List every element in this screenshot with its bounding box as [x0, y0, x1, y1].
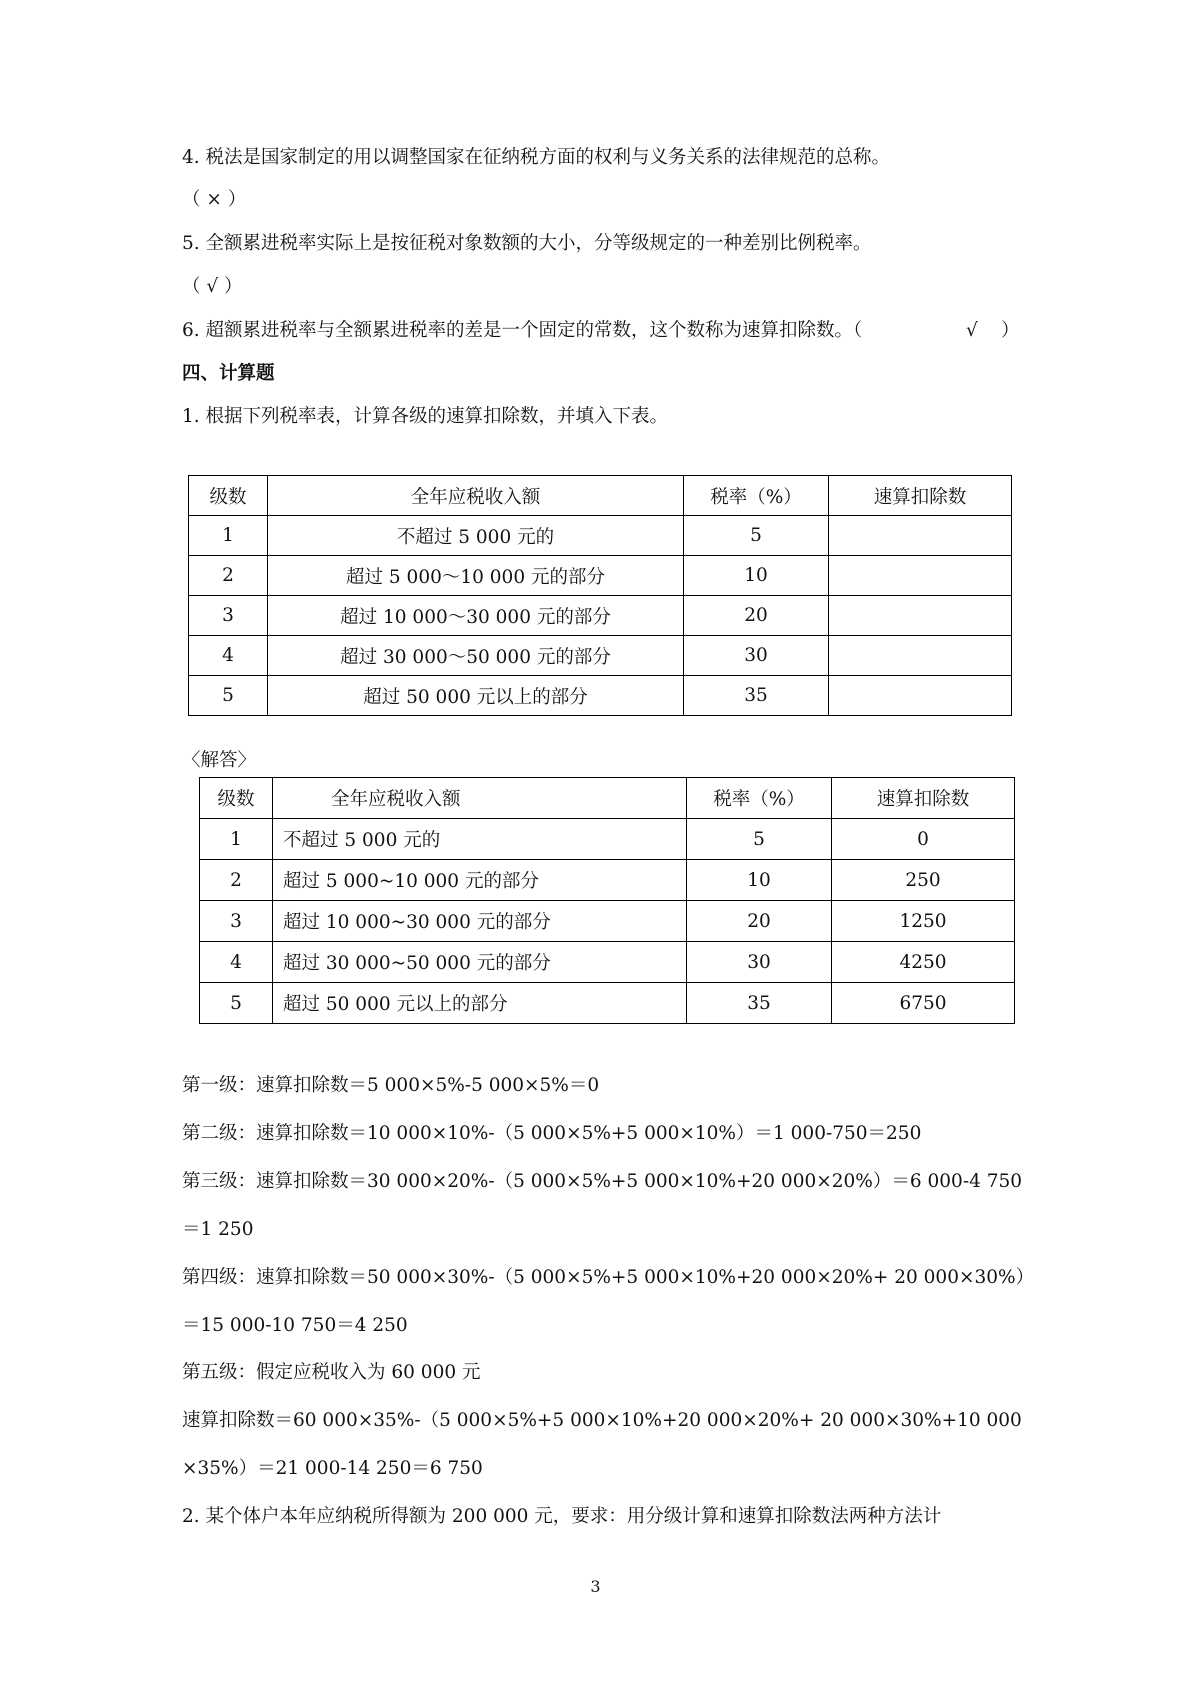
cell-rate: 20 [684, 596, 829, 636]
cell-level: 3 [189, 596, 268, 636]
question-6-mark: √ [966, 320, 978, 341]
solution-level-5-cont: ×35%）＝21 000-14 250＝6 750 [182, 1458, 483, 1479]
cell-level: 5 [200, 983, 273, 1024]
cell-rate: 5 [684, 516, 829, 556]
table-row [200, 819, 1015, 860]
header-income: 全年应税收入额 [268, 476, 684, 516]
cell-deduction [829, 556, 1012, 596]
question-5-text: 5. 全额累进税率实际上是按征税对象数额的大小，分等级规定的一种差别比例税率。 [182, 233, 872, 254]
answer-label: 〈解答〉 [182, 750, 257, 771]
cell-income: 超过 5 000~10 000 元的部分 [273, 860, 687, 901]
cell-rate: 30 [684, 636, 829, 676]
cell-rate: 35 [687, 983, 832, 1024]
cell-income: 超过 30 000～50 000 元的部分 [268, 636, 684, 676]
question-2-text: 2. 某个体户本年应纳税所得额为 200 000 元，要求：用分级计算和速算扣除数法两种方法计 [182, 1506, 942, 1527]
cell-rate: 5 [687, 819, 832, 860]
cell-deduction: 1250 [832, 901, 1015, 942]
table-row [189, 676, 1012, 716]
table-header-row [200, 778, 1015, 819]
table-row [200, 942, 1015, 983]
table-row [189, 596, 1012, 636]
cell-rate: 10 [684, 556, 829, 596]
question-4-answer: （ × ） [182, 189, 247, 210]
cell-level: 5 [189, 676, 268, 716]
solution-level-3-cont: ＝1 250 [182, 1219, 254, 1240]
solution-level-2: 第二级：速算扣除数＝10 000×10%-（5 000×5%+5 000×10%）＝1 000-750＝250 [182, 1123, 922, 1144]
header-deduction: 速算扣除数 [832, 778, 1015, 819]
cell-deduction: 250 [832, 860, 1015, 901]
table-row [189, 556, 1012, 596]
cell-level: 4 [189, 636, 268, 676]
solution-level-5: 第五级：假定应税收入为 60 000 元 [182, 1362, 481, 1383]
question-6-text: 6. 超额累进税率与全额累进税率的差是一个固定的常数，这个数称为速算扣除数。（ [182, 320, 863, 341]
cell-deduction: 0 [832, 819, 1015, 860]
cell-deduction [829, 596, 1012, 636]
cell-income: 不超过 5 000 元的 [268, 516, 684, 556]
table-row [200, 983, 1015, 1024]
cell-income: 超过 30 000~50 000 元的部分 [273, 942, 687, 983]
question-1-text: 1. 根据下列税率表，计算各级的速算扣除数，并填入下表。 [182, 406, 669, 427]
solution-level-5-formula: 速算扣除数＝60 000×35%-（5 000×5%+5 000×10%+20 000×20%+ 20 000×30%+10 000 [182, 1410, 1022, 1431]
page-number: 3 [590, 1577, 601, 1596]
cell-level: 2 [200, 860, 273, 901]
cell-rate: 35 [684, 676, 829, 716]
cell-income: 超过 50 000 元以上的部分 [273, 983, 687, 1024]
cell-level: 2 [189, 556, 268, 596]
header-rate: 税率（%） [687, 778, 832, 819]
cell-income: 超过 10 000~30 000 元的部分 [273, 901, 687, 942]
cell-rate: 10 [687, 860, 832, 901]
cell-level: 1 [189, 516, 268, 556]
table-row [189, 516, 1012, 556]
solution-level-1: 第一级：速算扣除数＝5 000×5%-5 000×5%＝0 [182, 1075, 600, 1096]
cell-deduction: 6750 [832, 983, 1015, 1024]
table-row [200, 860, 1015, 901]
header-level: 级数 [189, 476, 268, 516]
cell-level: 3 [200, 901, 273, 942]
cell-deduction [829, 636, 1012, 676]
cell-deduction [829, 676, 1012, 716]
question-4-text: 4. 税法是国家制定的用以调整国家在征纳税方面的权利与义务关系的法律规范的总称。 [182, 147, 891, 168]
question-6-close: ） [1001, 320, 1020, 341]
tax-rate-table [188, 475, 1012, 716]
question-5-answer: （ √ ） [182, 276, 243, 297]
cell-income: 不超过 5 000 元的 [273, 819, 687, 860]
table-row [189, 636, 1012, 676]
header-income: 全年应税收入额 [273, 778, 687, 819]
cell-deduction [829, 516, 1012, 556]
solution-level-4: 第四级：速算扣除数＝50 000×30%-（5 000×5%+5 000×10%+20 000×20%+ 20 000×30%） [182, 1267, 1035, 1288]
solution-level-4-cont: ＝15 000-10 750＝4 250 [182, 1315, 408, 1336]
header-level: 级数 [200, 778, 273, 819]
solution-level-3: 第三级：速算扣除数＝30 000×20%-（5 000×5%+5 000×10%+20 000×20%）＝6 000-4 750 [182, 1171, 1023, 1192]
cell-deduction: 4250 [832, 942, 1015, 983]
cell-income: 超过 5 000～10 000 元的部分 [268, 556, 684, 596]
table-header-row [189, 476, 1012, 516]
cell-rate: 30 [687, 942, 832, 983]
cell-income: 超过 50 000 元以上的部分 [268, 676, 684, 716]
cell-level: 4 [200, 942, 273, 983]
cell-rate: 20 [687, 901, 832, 942]
cell-level: 1 [200, 819, 273, 860]
header-rate: 税率（%） [684, 476, 829, 516]
table-row [200, 901, 1015, 942]
section-heading: 四、计算题 [182, 363, 275, 384]
header-deduction: 速算扣除数 [829, 476, 1012, 516]
cell-income: 超过 10 000～30 000 元的部分 [268, 596, 684, 636]
answer-table [199, 777, 1015, 1024]
